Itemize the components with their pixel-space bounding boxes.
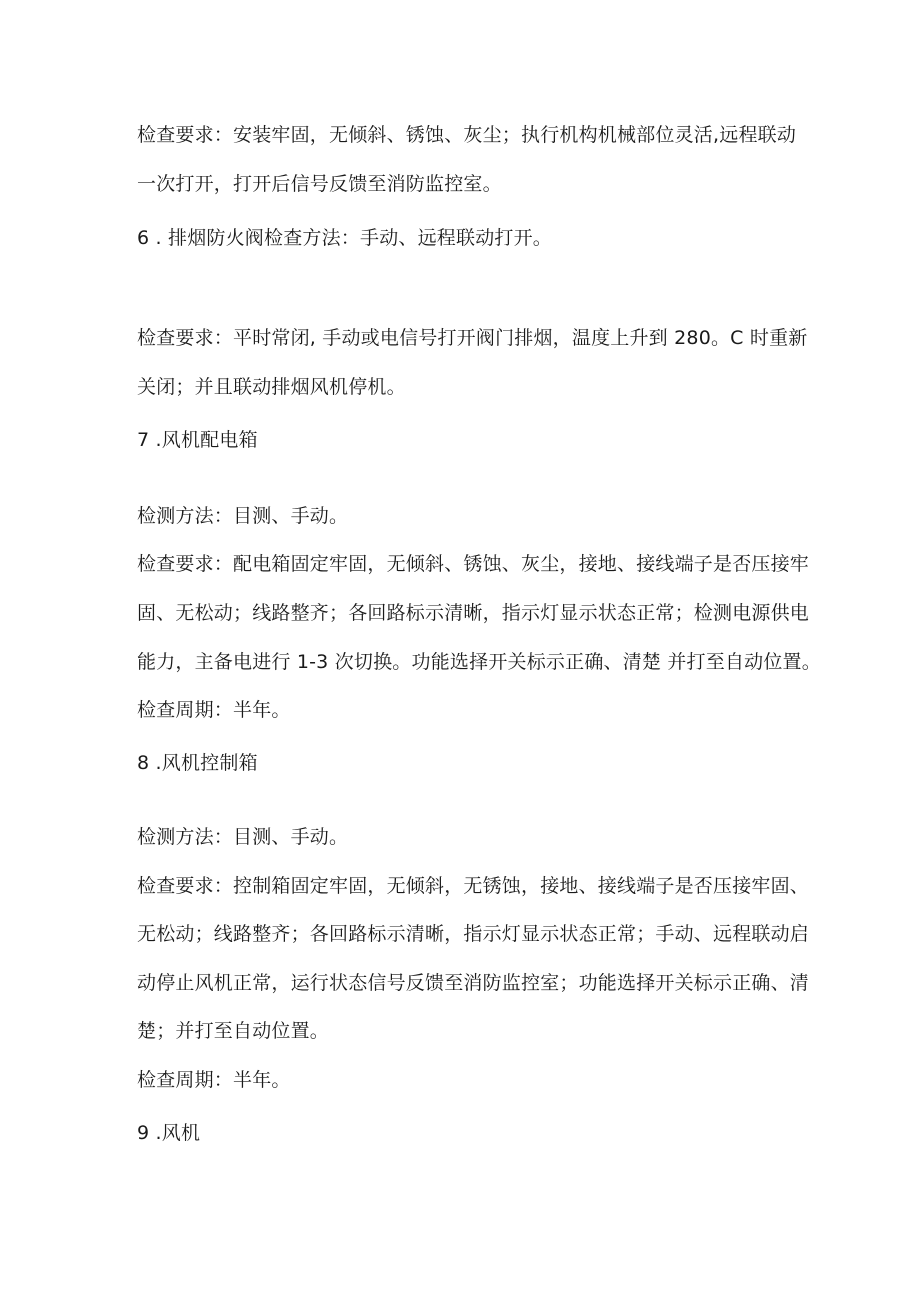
text-line: 能力，主备电进行 1-3 次切换。功能选择开关标示正确、清楚 并打至自动位置。 [137,651,821,673]
section-heading-8: 8 .风机控制箱 [137,752,258,774]
text-line: 检查要求：控制箱固定牢固，无倾斜，无锈蚀，接地、接线端子是否压接牢固、 [137,875,810,897]
text-line: 无松动；线路整齐；各回路标示清晰，指示灯显示状态正常；手动、远程联动启 [137,923,810,945]
text-line: 检查要求：配电箱固定牢固，无倾斜、锈蚀、灰尘，接地、接线端子是否压接牢 [137,553,810,575]
text-line: 检查要求：平时常闭, 手动或电信号打开阀门排烟，温度上升到 280。C 时重新 [137,327,808,349]
text-line: 检查周期：半年。 [137,699,291,721]
text-line: 检测方法：目测、手动。 [137,505,349,527]
text-line: 检查周期：半年。 [137,1069,291,1091]
text-line: 楚；并打至自动位置。 [137,1020,330,1042]
text-line: 动停止风机正常，运行状态信号反馈至消防监控室；功能选择开关标示正确、清 [137,972,810,994]
section-heading-6: 6 . 排烟防火阀检查方法：手动、远程联动打开。 [137,227,553,249]
text-line: 检测方法：目测、手动。 [137,826,349,848]
text-line: 一次打开，打开后信号反馈至消防监控室。 [137,173,502,195]
text-line: 固、无松动；线路整齐；各回路标示清晰，指示灯显示状态正常；检测电源供电 [137,602,810,624]
text-line: 关闭；并且联动排烟风机停机。 [137,376,406,398]
section-heading-9: 9 .风机 [137,1122,201,1144]
section-heading-7: 7 .风机配电箱 [137,429,258,451]
text-line: 检查要求：安装牢固，无倾斜、锈蚀、灰尘；执行机构机械部位灵活,远程联动 [137,124,797,146]
